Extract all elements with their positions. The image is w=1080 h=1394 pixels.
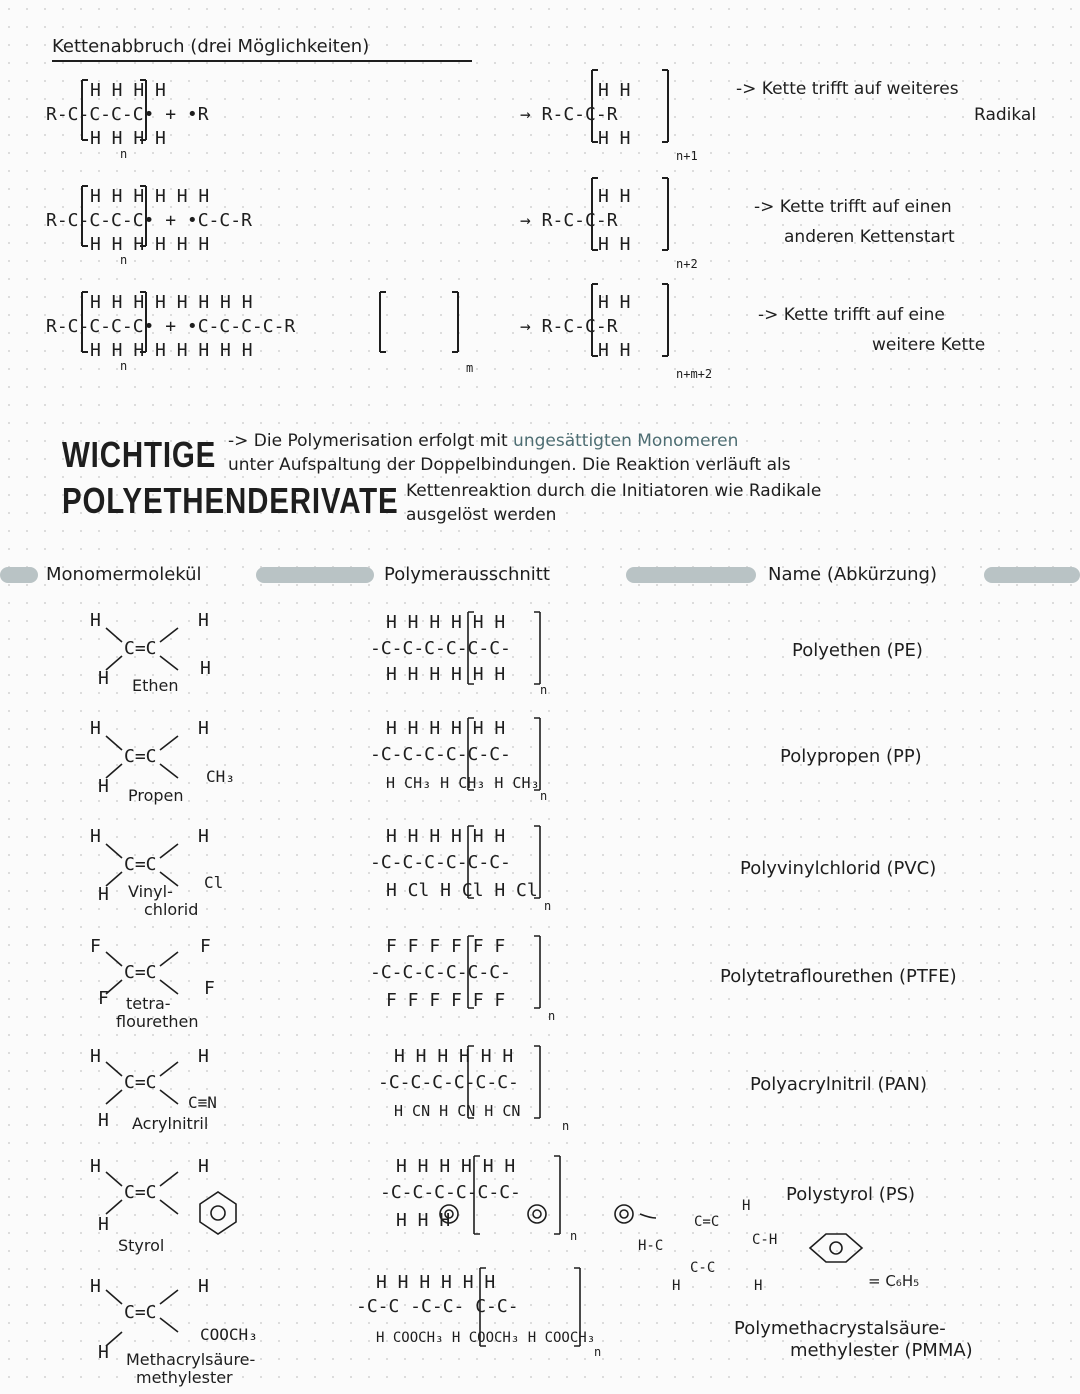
important-text-line3: Kettenreaktion durch die Initiatoren wie Radikale xyxy=(406,481,822,501)
svg-text:H H H H H H: H H H H H H xyxy=(376,1272,496,1293)
svg-text:H: H xyxy=(200,658,211,679)
svg-text:n: n xyxy=(570,1229,578,1243)
svg-text:C-H: C-H xyxy=(752,1232,778,1248)
subscript-2: n+2 xyxy=(676,257,698,271)
svg-text:H-C: H-C xyxy=(638,1238,664,1254)
note-2-line2: anderen Kettenstart xyxy=(784,227,955,247)
svg-text:n: n xyxy=(540,683,548,697)
svg-text:H H H H: H H H H xyxy=(90,80,166,101)
polymer-name-pe: Polyethen (PE) xyxy=(792,640,923,661)
svg-text:F: F xyxy=(204,978,215,999)
svg-text:H H H H H H: H H H H H H xyxy=(90,234,210,255)
important-text-line2: unter Aufspaltung der Doppelbindungen. Die Reaktion verläuft als xyxy=(228,455,791,475)
svg-text:H: H xyxy=(90,610,101,631)
svg-text:H H H H H H: H H H H H H xyxy=(386,612,506,633)
svg-text:R-C-C-C-C• + •R: R-C-C-C-C• + •R xyxy=(46,104,209,125)
svg-text:-C-C-C-C-C-C-: -C-C-C-C-C-C- xyxy=(370,962,511,983)
svg-text:H H: H H xyxy=(598,340,631,361)
svg-text:m: m xyxy=(466,361,474,375)
svg-text:H CH₃ H CH₃ H CH₃: H CH₃ H CH₃ H CH₃ xyxy=(386,774,540,792)
svg-text:H H H H H H: H H H H H H xyxy=(90,186,210,207)
important-highlight: ungesättigten Monomeren xyxy=(513,431,739,451)
col-header-monomer: Monomermolekül xyxy=(46,564,202,585)
svg-text:C=C: C=C xyxy=(124,962,157,983)
polymer-name-pp: Polypropen (PP) xyxy=(780,746,922,767)
monomer-name-ethen: Ethen xyxy=(132,676,179,695)
monomer-name-acrylnitril: Acrylnitril xyxy=(132,1114,209,1133)
svg-text:H H H H H H: H H H H H H xyxy=(396,1156,516,1177)
svg-text:n: n xyxy=(544,899,552,913)
monomer-name-tetra: tetra- xyxy=(126,994,171,1013)
svg-text:H: H xyxy=(90,1156,101,1177)
svg-text:C=C: C=C xyxy=(694,1214,720,1230)
svg-text:H H H H H H: H H H H H H xyxy=(386,826,506,847)
note-3-line2: weitere Kette xyxy=(872,335,986,355)
svg-text:H: H xyxy=(90,826,101,847)
subscript-1: n+1 xyxy=(676,149,698,163)
monomer-name-styrol: Styrol xyxy=(118,1236,165,1255)
svg-text:H H: H H xyxy=(598,186,631,207)
svg-text:→ R-C-C-R: → R-C-C-R xyxy=(520,104,618,125)
svg-text:H: H xyxy=(90,1046,101,1067)
svg-text:H: H xyxy=(98,668,109,689)
monomer-name-methylester: methylester xyxy=(136,1368,233,1387)
svg-text:→ R-C-C-R: → R-C-C-R xyxy=(520,316,618,337)
important-text-line4: ausgelöst werden xyxy=(406,505,557,525)
note-1-line2: Radikal xyxy=(974,105,1037,125)
header-rule-4 xyxy=(984,567,1080,583)
header-rule-1 xyxy=(0,567,38,583)
svg-text:C≡N: C≡N xyxy=(188,1093,217,1112)
svg-text:→ R-C-C-R: → R-C-C-R xyxy=(520,210,618,231)
svg-text:H: H xyxy=(98,776,109,797)
svg-text:H H: H H xyxy=(598,234,631,255)
svg-text:H H: H H xyxy=(598,292,631,313)
svg-text:H: H xyxy=(98,884,109,905)
svg-text:n: n xyxy=(540,789,548,803)
header-rule-2 xyxy=(256,567,374,583)
svg-text:H: H xyxy=(198,1276,209,1297)
svg-text:H H H H H H: H H H H H H xyxy=(394,1046,514,1067)
svg-text:Cl: Cl xyxy=(204,873,224,892)
svg-text:C=C: C=C xyxy=(124,638,157,659)
svg-text:-C-C-C-C-C-C-: -C-C-C-C-C-C- xyxy=(378,1072,519,1093)
svg-text:H Cl H Cl H Cl: H Cl H Cl H Cl xyxy=(386,880,538,901)
svg-text:H: H xyxy=(198,1046,209,1067)
svg-text:H: H xyxy=(198,718,209,739)
termination-structures xyxy=(0,60,760,390)
important-text-line1 xyxy=(228,430,738,452)
subscript-3: n+m+2 xyxy=(676,367,713,381)
svg-text:H H H H: H H H H xyxy=(90,128,166,149)
monomer-name-propen: Propen xyxy=(128,786,184,805)
svg-text:H COOCH₃ H COOCH₃ H COOCH₃: H COOCH₃ H COOCH₃ H COOCH₃ xyxy=(376,1330,596,1346)
important-arrow-text: -> Die Polymerisation erfolgt mit xyxy=(228,431,514,451)
svg-text:-C-C-C-C-C-C-: -C-C-C-C-C-C- xyxy=(370,852,511,873)
svg-text:-C-C -C-C- C-C-: -C-C -C-C- C-C- xyxy=(356,1296,519,1317)
svg-text:COOCH₃: COOCH₃ xyxy=(200,1325,258,1344)
section-title-line1: WICHTIGE xyxy=(62,434,217,475)
svg-text:F: F xyxy=(90,936,101,957)
svg-text:H: H xyxy=(672,1278,681,1294)
svg-text:C=C: C=C xyxy=(124,1072,157,1093)
svg-text:C=C: C=C xyxy=(124,1182,157,1203)
svg-text:n: n xyxy=(562,1119,570,1133)
polymer-name-ptfe: Polytetraflourethen (PTFE) xyxy=(720,966,957,987)
svg-text:H: H xyxy=(90,718,101,739)
polymer-name-pvc: Polyvinylchlorid (PVC) xyxy=(740,858,937,879)
note-3-line1: -> Kette trifft auf eine xyxy=(758,305,945,325)
polymer-name-ps: Polystyrol (PS) xyxy=(786,1184,916,1205)
svg-text:n: n xyxy=(120,359,128,373)
svg-text:H: H xyxy=(754,1278,763,1294)
svg-text:CH₃: CH₃ xyxy=(206,767,235,786)
col-header-polymer: Polymerausschnitt xyxy=(384,564,550,585)
svg-text:F: F xyxy=(98,988,109,1009)
svg-text:n: n xyxy=(594,1345,602,1359)
svg-text:H H H H H H H H: H H H H H H H H xyxy=(90,292,253,313)
svg-text:-C-C-C-C-C-C-: -C-C-C-C-C-C- xyxy=(370,638,511,659)
monomer-name-vinyl: Vinyl- xyxy=(128,882,173,901)
svg-text:H: H xyxy=(98,1110,109,1131)
svg-text:H: H xyxy=(98,1214,109,1235)
svg-text:H H H H H H: H H H H H H xyxy=(386,718,506,739)
svg-text:H: H xyxy=(198,1156,209,1177)
svg-text:F F F F F F: F F F F F F xyxy=(386,990,506,1011)
note-2-line1: -> Kette trifft auf einen xyxy=(754,197,952,217)
svg-text:C=C: C=C xyxy=(124,746,157,767)
svg-text:H H H: H H H xyxy=(396,1210,451,1231)
svg-text:-C-C-C-C-C-C-: -C-C-C-C-C-C- xyxy=(370,744,511,765)
svg-text:H: H xyxy=(742,1198,751,1214)
svg-text:C-C: C-C xyxy=(690,1260,716,1276)
svg-text:H H H H H H H H: H H H H H H H H xyxy=(90,340,253,361)
svg-text:H H: H H xyxy=(598,128,631,149)
polymer-name-pan: Polyacrylnitril (PAN) xyxy=(750,1074,927,1095)
svg-text:R-C-C-C-C• + •C-C-R: R-C-C-C-C• + •C-C-R xyxy=(46,210,252,231)
polymer-name-pmma-line1: Polymethacrystalsäure- xyxy=(734,1318,946,1339)
svg-text:n: n xyxy=(120,147,128,161)
monomer-name-flourethen: flourethen xyxy=(116,1012,199,1031)
monomer-name-chlorid: chlorid xyxy=(144,900,199,919)
polymer-name-pmma-line2: methylester (PMMA) xyxy=(790,1340,973,1361)
svg-text:H H H H H H: H H H H H H xyxy=(386,664,506,685)
header-rule-3 xyxy=(626,567,756,583)
svg-text:H: H xyxy=(198,610,209,631)
svg-text:R-C-C-C-C• + •C-C-C-C-R: R-C-C-C-C• + •C-C-C-C-R xyxy=(46,316,296,337)
svg-text:H: H xyxy=(98,1342,109,1363)
phenyl-label: = C₆H₅ xyxy=(868,1272,920,1290)
page-title: Kettenabbruch (drei Möglichkeiten) xyxy=(52,36,370,57)
svg-text:H: H xyxy=(198,826,209,847)
svg-text:H: H xyxy=(90,1276,101,1297)
svg-text:H CN H CN H CN: H CN H CN H CN xyxy=(394,1102,521,1120)
section-title-line2: POLYETHENDERIVATE xyxy=(62,480,399,521)
svg-text:F: F xyxy=(200,936,211,957)
svg-text:F F F F F F: F F F F F F xyxy=(386,936,506,957)
svg-text:n: n xyxy=(120,253,128,267)
note-1-line1: -> Kette trifft auf weiteres xyxy=(736,79,959,99)
svg-text:C=C: C=C xyxy=(124,1302,157,1323)
col-header-name: Name (Abkürzung) xyxy=(768,564,937,585)
svg-text:H H: H H xyxy=(598,80,631,101)
monomer-name-methacryl: Methacrylsäure- xyxy=(126,1350,256,1369)
svg-text:C=C: C=C xyxy=(124,854,157,875)
svg-text:-C-C-C-C-C-C-: -C-C-C-C-C-C- xyxy=(380,1182,521,1203)
svg-text:n: n xyxy=(548,1009,556,1023)
